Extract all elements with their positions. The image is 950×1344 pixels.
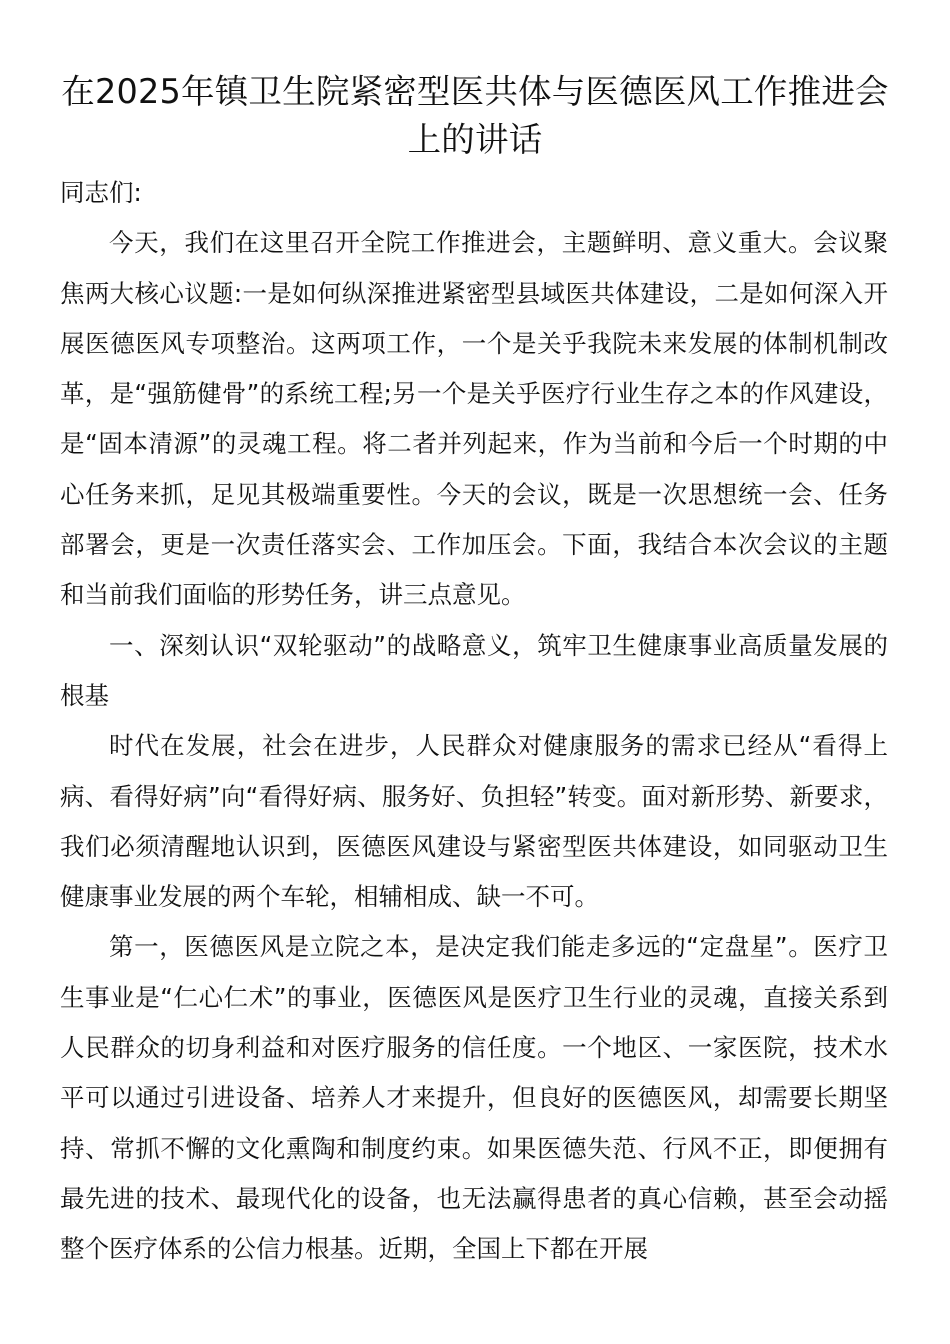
document-body	[60, 168, 888, 1275]
paragraph-context: 时代在发展，社会在进步，人民群众对健康服务的需求已经从“看得上病、看得好病”向“看得好病、服务好、负担轻”转变。面对新形势、新要求，我们必须清醒地认识到，医德医风建设与紧密型医共体建设，如同驱动卫生健康事业发展的两个车轮，相辅相成、缺一不可。	[60, 731, 888, 912]
section-heading-one: 一、深刻认识“双轮驱动”的战略意义，筑牢卫生健康事业高质量发展的根基	[60, 630, 888, 710]
document-title: 在2025年镇卫生院紧密型医共体与医德医风工作推进会上的讲话	[61, 72, 889, 159]
paragraph-opening: 今天，我们在这里召开全院工作推进会，主题鲜明、意义重大。会议聚焦两大核心议题:一是如何纵深推进紧密型县域医共体建设，二是如何深入开展医德医风专项整治。这两项工作，一个是关乎我院未来发展的体制机制改革，是“强筋健骨”的系统工程;另一个是关乎医疗行业生存之本的作风建设，是“固本清源”的灵魂工程。将二者并列起来，作为当前和今后一个时期的中心任务来抓，足见其极端重要性。今天的会议，既是一次思想统一会、任务部署会，更是一次责任落实会、工作加压会。下面，我结合本次会议的主题和当前我们面临的形势任务，讲三点意见。	[60, 228, 888, 610]
paragraph-point-one: 第一，医德医风是立院之本，是决定我们能走多远的“定盘星”。医疗卫生事业是“仁心仁术”的事业，医德医风是医疗卫生行业的灵魂，直接关系到人民群众的切身利益和对医疗服务的信任度。一个地区、一家医院，技术水平可以通过引进设备、培养人才来提升，但良好的医德医风，却需要长期坚持、常抓不懈的文化熏陶和制度约束。如果医德失范、行风不正，即便拥有最先进的技术、最现代化的设备，也无法赢得患者的真心信赖，甚至会动摇整个医疗体系的公信力根基。近期，全国上下都在开展	[60, 932, 888, 1264]
greeting: 同志们:	[60, 178, 142, 207]
